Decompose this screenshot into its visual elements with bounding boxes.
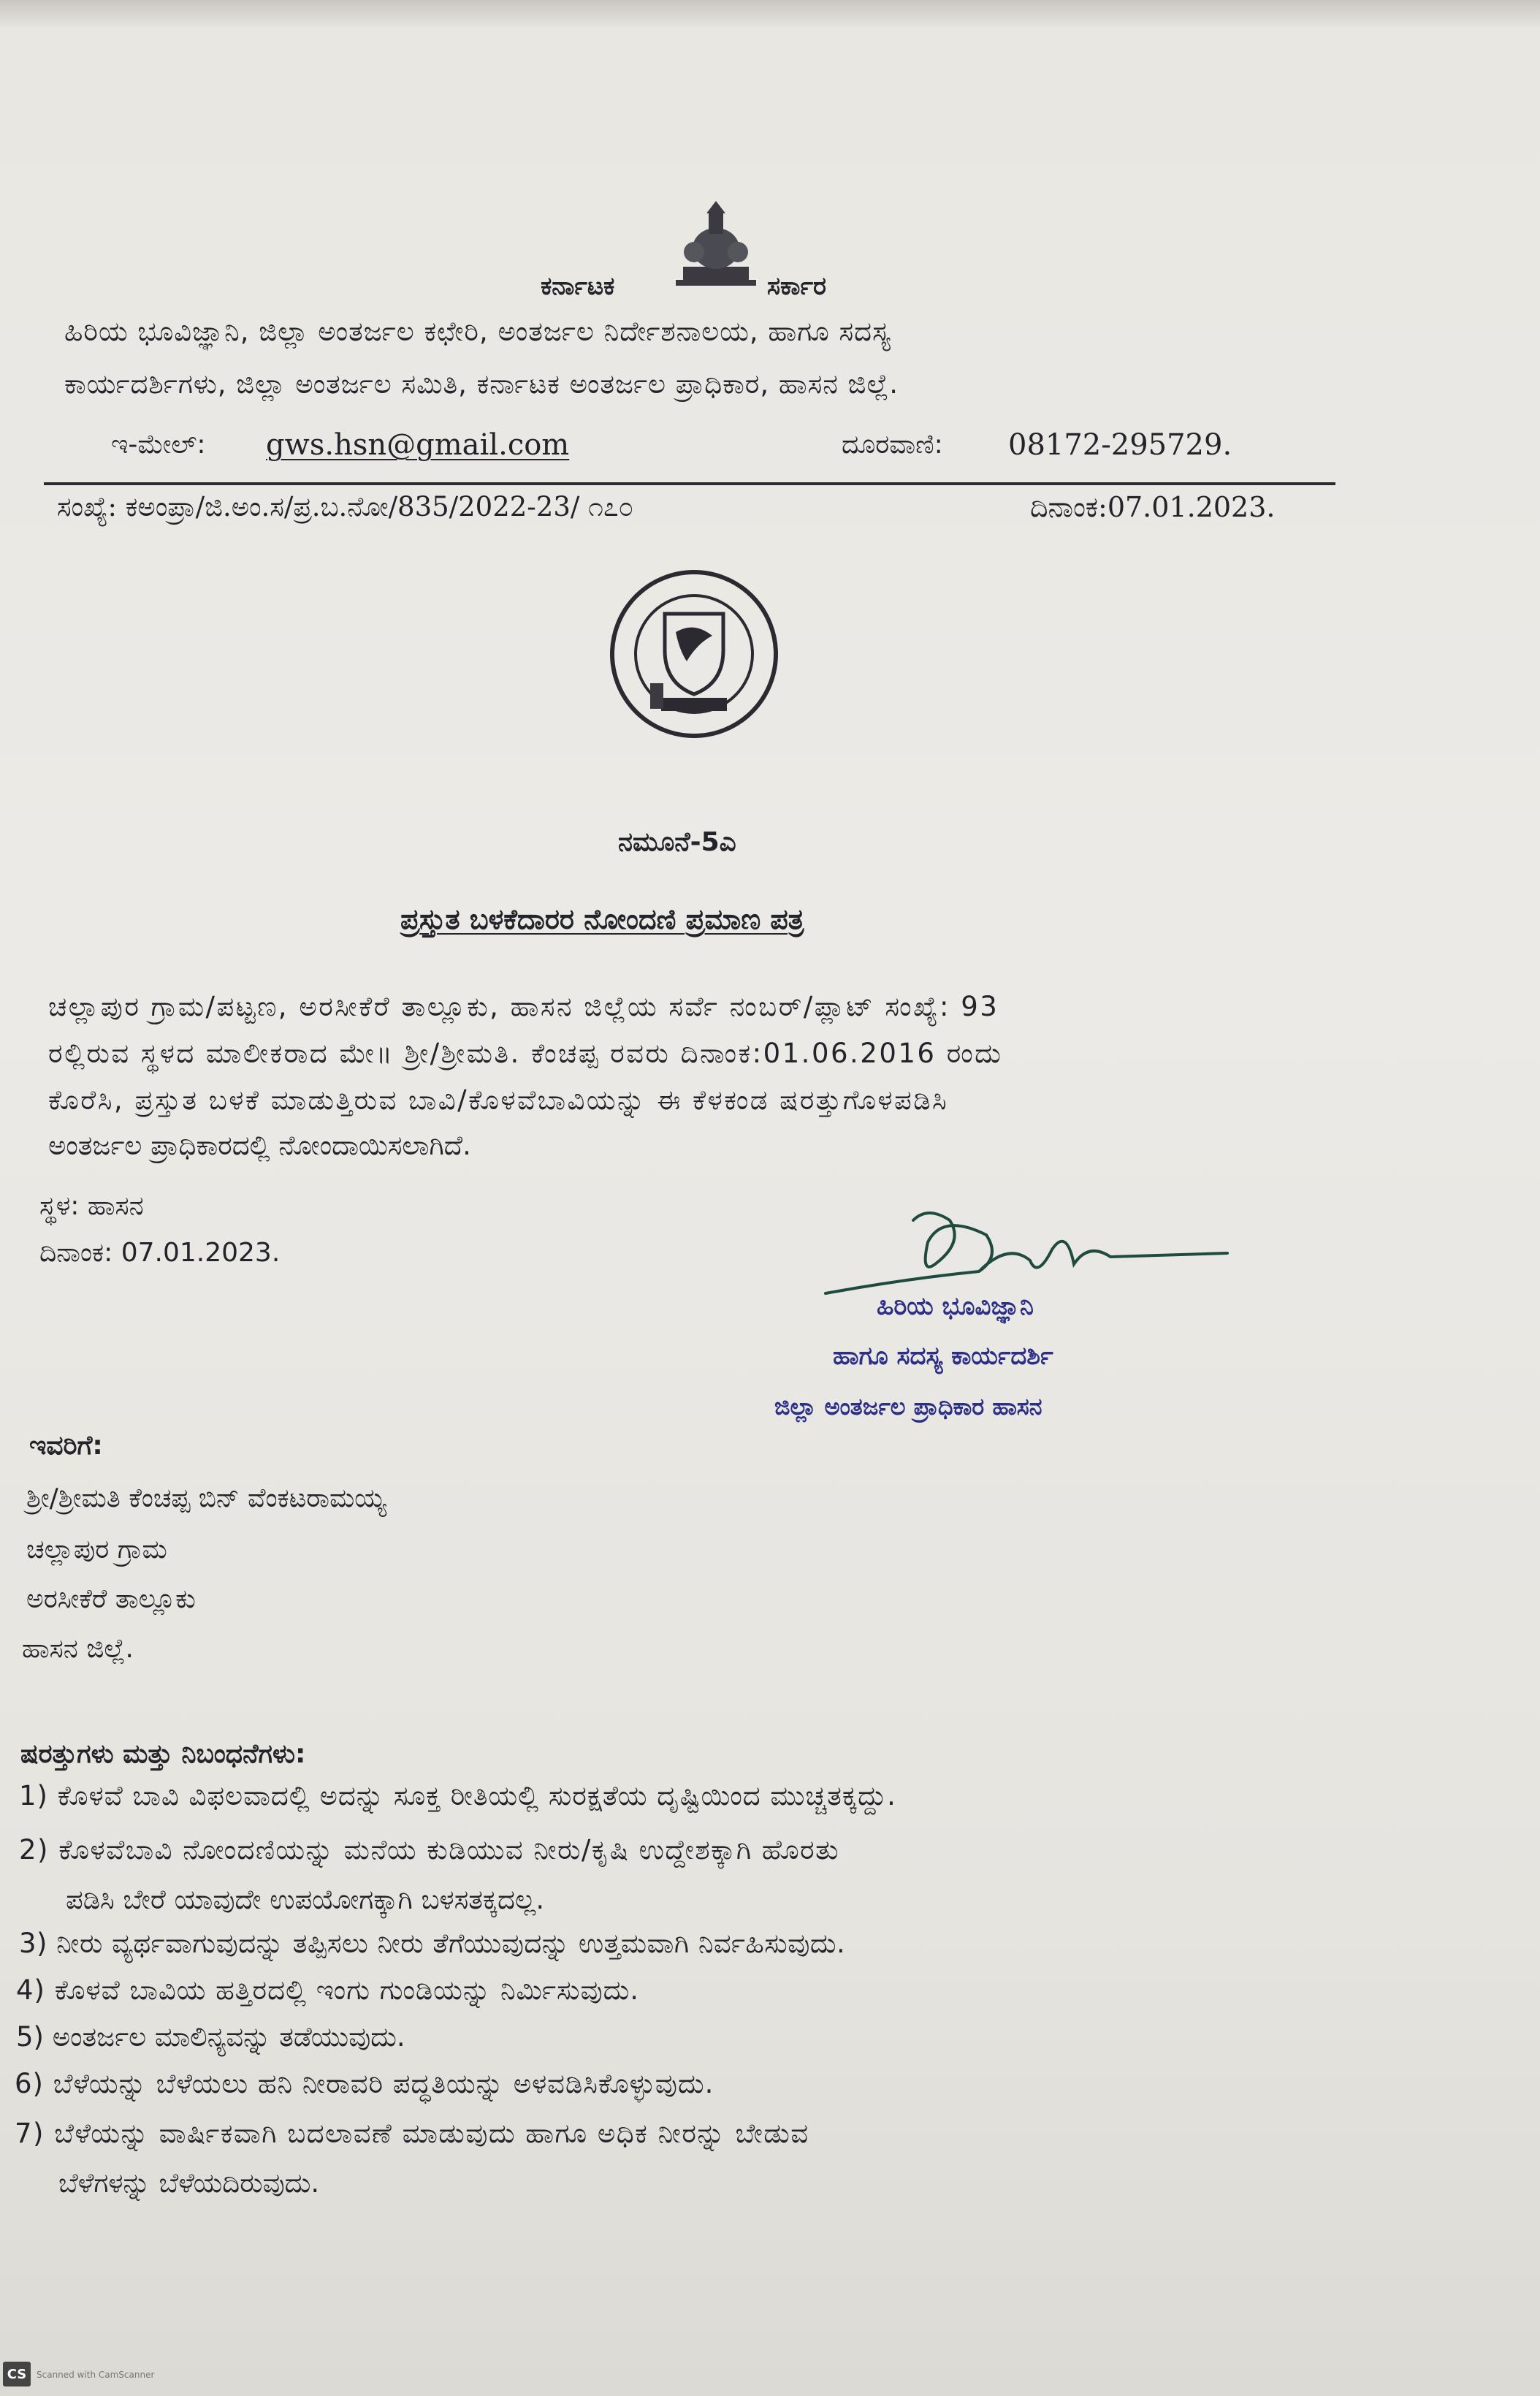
email-label: ಇ-ಮೇಲ್:: [111, 430, 206, 460]
condition-item: 3) ನೀರು ವ್ಯರ್ಥವಾಗುವುದನ್ನು ತಪ್ಪಿಸಲು ನೀರು ತೆಗೆಯುವುದನ್ನು ಉತ್ತಮವಾಗಿ ನಿರ್ವಹಿಸುವುದು.: [19, 1928, 846, 1959]
condition-item: 2) ಕೊಳವೆಬಾವಿ ನೋಂದಣಿಯನ್ನು ಮನೆಯ ಕುಡಿಯುವ ನೀರು/ಕೃಷಿ ಉದ್ದೇಶಕ್ಕಾಗಿ ಹೊರತು: [19, 1834, 840, 1866]
stamp-line-3: ಜಿಲ್ಲಾ ಅಂತರ್ಜಲ ಪ್ರಾಧಿಕಾರ ಹಾಸನ: [774, 1393, 1042, 1421]
condition-item: 4) ಕೊಳವೆ ಬಾವಿಯ ಹತ್ತಿರದಲ್ಲಿ ಇಂಗು ಗುಂಡಿಯನ್ನು ನಿರ್ಮಿಸುವುದು.: [16, 1974, 640, 2006]
place: ಸ್ಥಳ: ಹಾಸನ: [39, 1191, 144, 1221]
condition-item: 6) ಬೆಳೆಯನ್ನು ಬೆಳೆಯಲು ಹನಿ ನೀರಾವರಿ ಪದ್ಧತಿಯನ್ನು ಅಳವಡಿಸಿಕೊಳ್ಳುವುದು.: [15, 2068, 714, 2099]
reference-number: ಸಂಖ್ಯೆ: ಕಅಂಪ್ರಾ/ಜಿ.ಅಂ.ಸ/ಪ್ರ.ಬ.ನೋ/835/2022-23/ ೧೭೦: [57, 491, 634, 522]
authority-seal-icon: [606, 563, 782, 745]
camscanner-logo: CS: [3, 2362, 31, 2387]
recipient-name: ಶ್ರೀ/ಶ್ರೀಮತಿ ಕೆಂಚಪ್ಪ ಬಿನ್ ವೆಂಕಟರಾಮಯ್ಯ: [26, 1483, 386, 1513]
email-link[interactable]: gws.hsn@gmail.com: [266, 428, 570, 462]
certificate-title: ಪ್ರಸ್ತುತ ಬಳಕೆದಾರರ ನೋಂದಣಿ ಪ್ರಮಾಣ ಪತ್ರ: [400, 903, 804, 935]
recipient-village: ಚಲ್ಲಾಪುರ ಗ್ರಾಮ: [26, 1534, 167, 1564]
condition-item-continued: ಪಡಿಸಿ ಬೇರೆ ಯಾವುದೇ ಉಪಯೋಗಕ್ಕಾಗಿ ಬಳಸತಕ್ಕದಲ್ಲ.: [66, 1884, 545, 1915]
govt-name-left: ಕರ್ನಾಟಕ: [541, 272, 615, 301]
condition-item: 1) ಕೊಳವೆ ಬಾವಿ ವಿಫಲವಾದಲ್ಲಿ ಅದನ್ನು ಸೂಕ್ತ ರೀತಿಯಲ್ಲಿ ಸುರಕ್ಷತೆಯ ದೃಷ್ಟಿಯಿಂದ ಮುಚ್ಚತಕ್ಕದ್ದು.: [19, 1780, 896, 1811]
header-divider: [44, 482, 1335, 485]
state-emblem-icon: [661, 197, 771, 300]
condition-item-continued: ಬೆಳೆಗಳನ್ನು ಬೆಳೆಯದಿರುವುದು.: [58, 2167, 320, 2199]
recipient-heading: ಇವರಿಗೆ:: [29, 1431, 103, 1461]
stamp-line-2: ಹಾಗೂ ಸದಸ್ಯ ಕಾರ್ಯದರ್ಶಿ: [833, 1342, 1053, 1371]
body-line-1: ಚಲ್ಲಾಪುರ ಗ್ರಾಮ/ಪಟ್ಟಣ, ಅರಸೀಕೆರೆ ತಾಲ್ಲೂಕು, ಹಾಸನ ಜಿಲ್ಲೆಯ ಸರ್ವೆ ನಂಬರ್/ಪ್ಲಾಟ್ ಸಂಖ್ಯೆ: 93: [48, 991, 999, 1022]
body-line-2: ರಲ್ಲಿರುವ ಸ್ಥಳದ ಮಾಲೀಕರಾದ ಮೇ॥ ಶ್ರೀ/ಶ್ರೀಮತಿ. ಕೆಂಚಪ್ಪ ರವರು ದಿನಾಂಕ:01.06.2016 ರಂದು: [48, 1038, 1003, 1069]
recipient-taluk: ಅರಸೀಕೆರೆ ತಾಲ್ಲೂಕು: [26, 1584, 196, 1614]
phone-number: 08172-295729.: [1008, 428, 1232, 462]
body-line-3: ಕೊರೆಸಿ, ಪ್ರಸ್ತುತ ಬಳಕೆ ಮಾಡುತ್ತಿರುವ ಬಾವಿ/ಕೊಳವೆಬಾವಿಯನ್ನು ಈ ಕೆಳಕಂಡ ಷರತ್ತುಗೊಳಪಡಿಸಿ: [48, 1084, 949, 1116]
form-number: ನಮೂನೆ-5ಎ: [618, 827, 736, 857]
office-line-2: ಕಾರ್ಯದರ್ಶಿಗಳು, ಜಿಲ್ಲಾ ಅಂತರ್ಜಲ ಸಮಿತಿ, ಕರ್ನಾಟಕ ಅಂತರ್ಜಲ ಪ್ರಾಧಿಕಾರ, ಹಾಸನ ಜಿಲ್ಲೆ.: [64, 368, 899, 400]
body-line-4: ಅಂತರ್ಜಲ ಪ್ರಾಧಿಕಾರದಲ್ಲಿ ನೋಂದಾಯಿಸಲಾಗಿದೆ.: [48, 1130, 471, 1161]
condition-item: 7) ಬೆಳೆಯನ್ನು ವಾರ್ಷಿಕವಾಗಿ ಬದಲಾವಣೆ ಮಾಡುವುದು ಹಾಗೂ ಅಧಿಕ ನೀರನ್ನು ಬೇಡುವ: [15, 2118, 809, 2149]
condition-item: 5) ಅಂತರ್ಜಲ ಮಾಲಿನ್ಯವನ್ನು ತಡೆಯುವುದು.: [16, 2021, 405, 2053]
conditions-heading: ಷರತ್ತುಗಳು ಮತ್ತು ನಿಬಂಧನೆಗಳು:: [20, 1739, 306, 1769]
phone-label: ದೂರವಾಣಿ:: [842, 430, 943, 460]
camscanner-watermark: Scanned with CamScanner: [37, 2370, 155, 2380]
stamp-line-1: ಹಿರಿಯ ಭೂವಿಜ್ಞಾನಿ: [877, 1292, 1034, 1321]
govt-name-right: ಸರ್ಕಾರ: [767, 272, 826, 301]
page-top-shadow: [0, 0, 1540, 29]
reference-date: ದಿನಾಂಕ:07.01.2023.: [1030, 491, 1276, 523]
office-line-1: ಹಿರಿಯ ಭೂವಿಜ್ಞಾನಿ, ಜಿಲ್ಲಾ ಅಂತರ್ಜಲ ಕಛೇರಿ, ಅಂತರ್ಜಲ ನಿರ್ದೇಶನಾಲಯ, ಹಾಗೂ ಸದಸ್ಯ: [64, 316, 891, 347]
recipient-district: ಹಾಸನ ಜಿಲ್ಲೆ.: [22, 1634, 134, 1664]
issue-date: ದಿನಾಂಕ: 07.01.2023.: [39, 1238, 281, 1268]
